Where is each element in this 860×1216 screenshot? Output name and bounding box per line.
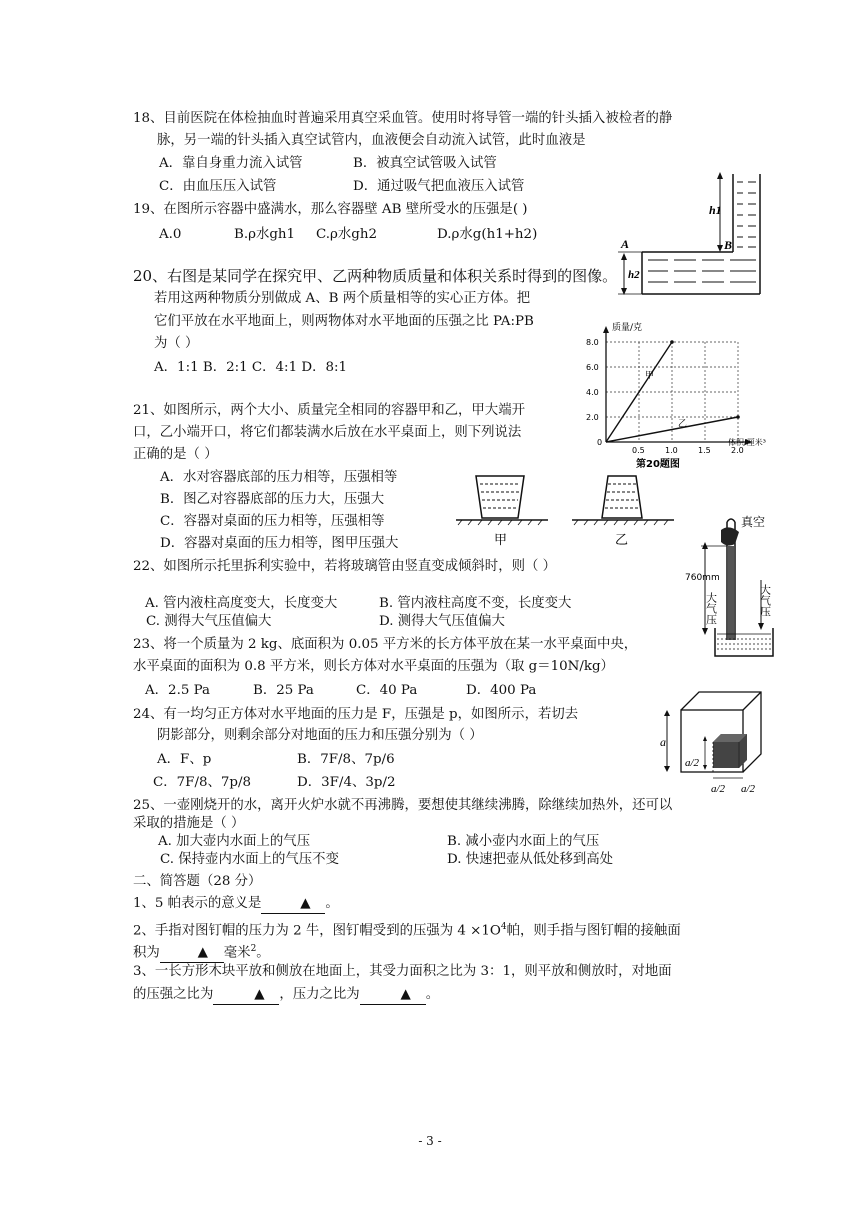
q18-option-d: D．通过吸气把血液压入试管 [353,179,525,194]
y-axis-arrow [603,326,609,333]
q25-option-a: A. 加大壶内水面上的气压 [158,834,311,849]
short-answer-2-text-cont: 帕，则手指与图钉帽的接触面 [506,923,681,939]
q23-stem: 23、将一个质量为 2 kg、底面积为 0.05 平方米的长方体平放在某一水平桌面中央， [133,637,638,652]
q19-label-b: B [724,238,733,252]
q24-stem-cont: 阴影部分，则剩余部分对地面的压力和压强分别为（ ） [157,728,483,743]
q21-option-c: C．容器对桌面的压力相等，压强相等 [160,514,385,529]
q21-option-d: D．容器对桌面的压力相等，图甲压强大 [160,536,399,551]
q25-option-d: D. 快速把壶从低处移到高处 [447,852,614,867]
q18-option-b: B．被真空试管吸入试管 [353,156,497,171]
q25-option-b: B. 减小壶内水面上的气压 [447,834,600,849]
q19-option-b: B.ρ水gh1 [234,227,296,242]
short-answer-2-unit: 毫米 [223,945,251,961]
x-tick-label: 1.0 [665,446,678,455]
q19-container-figure [612,168,762,300]
answer-blank-1[interactable] [261,895,325,914]
q24-option-d: D．3F/4、3p/2 [297,775,396,790]
q19-stem: 19、在图所示容器中盛满水，那么容器壁 AB 壁所受水的压强是( ) [133,202,528,217]
q18-stem: 18、目前医院在体检抽血时普遍采用真空采血管。使用时将导管一端的针头插入被检者的静 [133,111,673,126]
short-answer-1-text: 1、5 帕表示的意义是 [133,896,262,911]
q22-label-atm-left: 大气压 [704,592,718,625]
q21-option-b: B．图乙对容器底部的压力大，压强大 [160,492,385,507]
q20-options: A．1:1 B．2:1 C．4:1 D．8:1 [154,360,348,375]
y-tick-label: 6.0 [586,363,599,372]
q23-option-d: D．400 Pa [466,683,537,698]
q22-option-c: C. 测得大气压值偏大 [146,614,272,629]
short-answer-3-end: 。 [425,987,440,1002]
q18-option-a: A．靠自身重力流入试管 [159,156,303,171]
q21-stem: 21、如图所示，两个大小、质量完全相同的容器甲和乙，甲大端开 [133,403,525,418]
q19-option-c: C.ρ水gh2 [316,227,378,242]
y-tick-label: 2.0 [586,413,599,422]
q21-stem-cont2: 正确的是（ ） [133,447,218,462]
q23-option-a: A．2.5 Pa [145,683,211,698]
q22-option-b: B. 管内液柱高度不变，长度变大 [379,596,572,611]
q19-label-a: A [621,237,630,251]
short-answer-3-line2-text: 的压强之比为 [133,987,214,1002]
q22-option-d: D. 测得大气压值偏大 [379,614,505,629]
y-tick-label: 8.0 [586,338,599,347]
q23-stem-cont: 水平桌面的面积为 0.8 平方米，则长方体对水平桌面的压强为（取 g＝10N/kg） [133,659,614,674]
short-answer-1 [133,895,339,914]
series-label: 乙 [678,419,688,430]
origin-label: 0 [597,438,603,447]
q20-stem-cont: 若用这两种物质分别做成 A、B 两个质量相等的实心正方体。把 [154,291,531,306]
q24-option-b: B．7F/8、7p/6 [297,752,395,767]
q24-label-a: a [660,735,666,749]
q24-option-a: A．F、p [157,752,212,767]
q22-label-vacuum: 真空 [741,515,766,529]
blank-mark: ▲ [400,987,411,1002]
q20-stem-cont3: 为（ ） [154,336,199,351]
q22-label-atm-right: 大气压 [758,584,772,617]
q22-stem: 22、如图所示托里拆利实验中，若将玻璃管由竖直变成倾斜时，则（ ） [133,559,557,574]
q24-label-a2-right: a/2 [741,783,756,795]
q22-torricelli-figure [685,508,777,660]
blank-mark: ▲ [300,896,311,911]
q20-stem: 20、右图是某同学在探究甲、乙两种物质质量和体积关系时得到的图像。 [133,267,618,285]
y-tick-label: 4.0 [586,388,599,397]
q22-option-a: A. 管内液柱高度变大，长度变大 [145,596,338,611]
q22-label-760: 760mm [685,573,720,583]
short-answer-3: 3、一长方形木块平放和侧放在地面上，其受力面积之比为 3：1，则平放和侧放时，对地面 [133,964,672,979]
short-answer-1-end: 。 [325,896,339,911]
x-tick-label: 1.5 [698,446,711,455]
q19-label-h2: h2 [628,269,640,281]
q23-option-b: B．25 Pa [253,683,314,698]
series-label: 甲 [645,371,655,381]
answer-blank-3[interactable] [213,986,279,1005]
short-answer-2 [133,918,681,940]
short-answer-2-end: 。 [256,945,270,961]
short-answer-2-line2 [133,940,270,963]
answer-blank-4[interactable] [360,986,426,1005]
q21-stem-cont: 口，乙小端开口，将它们都装满水后放在水平桌面上，则下列说法 [133,425,522,440]
q24-option-c: C．7F/8、7p/8 [153,775,251,790]
q24-label-a2-left: a/2 [685,757,700,769]
q19-option-d: D.ρ水g(h1+h2) [437,227,538,242]
q21-label-yi: 乙 [615,533,629,548]
page-number: - 3 - [418,1134,442,1148]
q24-label-a2-bottom: a/2 [711,783,726,795]
short-answer-2-exponent: 4 [500,922,507,932]
short-answer-2-text: 2、手指对图钉帽的压力为 2 牛，图钉帽受到的压强为 4 ×1O [133,923,501,939]
q24-cube-figure [655,688,765,796]
blank-mark: ▲ [197,945,208,961]
series-point [670,340,674,344]
answer-blank-2[interactable] [160,944,224,963]
q21-option-a: A．水对容器底部的压力相等，压强相等 [160,470,398,485]
q25-stem: 25、一壶刚烧开的水，离开火炉水就不再沸腾，要想使其继续沸腾，除继续加热外，还可以 [133,798,673,813]
blank-mark: ▲ [254,987,265,1002]
q18-option-c: C．由血压压入试管 [159,179,277,194]
short-answer-2-unit-exponent: 2 [250,944,257,954]
section2-title: 二、简答题（28 分） [133,874,262,889]
q21-label-jia: 甲 [494,533,508,548]
x-tick-label: 0.5 [632,446,645,455]
q19-label-h1: h1 [709,203,722,217]
chart-caption: 第20题图 [636,459,680,470]
q23-option-c: C．40 Pa [356,683,418,698]
y-axis-label: 质量/克 [612,323,643,333]
q25-stem-cont: 采取的措施是（ ） [133,816,245,831]
q19-option-a: A.0 [159,227,182,242]
q18-stem-cont: 脉，另一端的针头插入真空试管内，血液便会自动流入试管，此时血液是 [157,133,586,148]
q25-option-c: C. 保持壶内水面上的气压不变 [160,852,339,867]
q21-containers-figure [452,472,702,552]
q24-stem: 24、有一均匀正方体对水平地面的压力是 F，压强是 p，如图所示，若切去 [133,707,579,722]
q20-chart [576,302,766,474]
x-tick-label: 2.0 [731,446,744,455]
short-answer-2-line2-text: 积为 [133,945,160,961]
series-point [736,415,740,419]
short-answer-3-mid: ，压力之比为 [279,987,360,1002]
q20-stem-cont2: 它们平放在水平地面上，则两物体对水平地面的压强之比 PA:PB [154,314,534,329]
x-axis-label: 体积/厘米³ [728,438,766,447]
short-answer-3-line2 [133,986,439,1005]
